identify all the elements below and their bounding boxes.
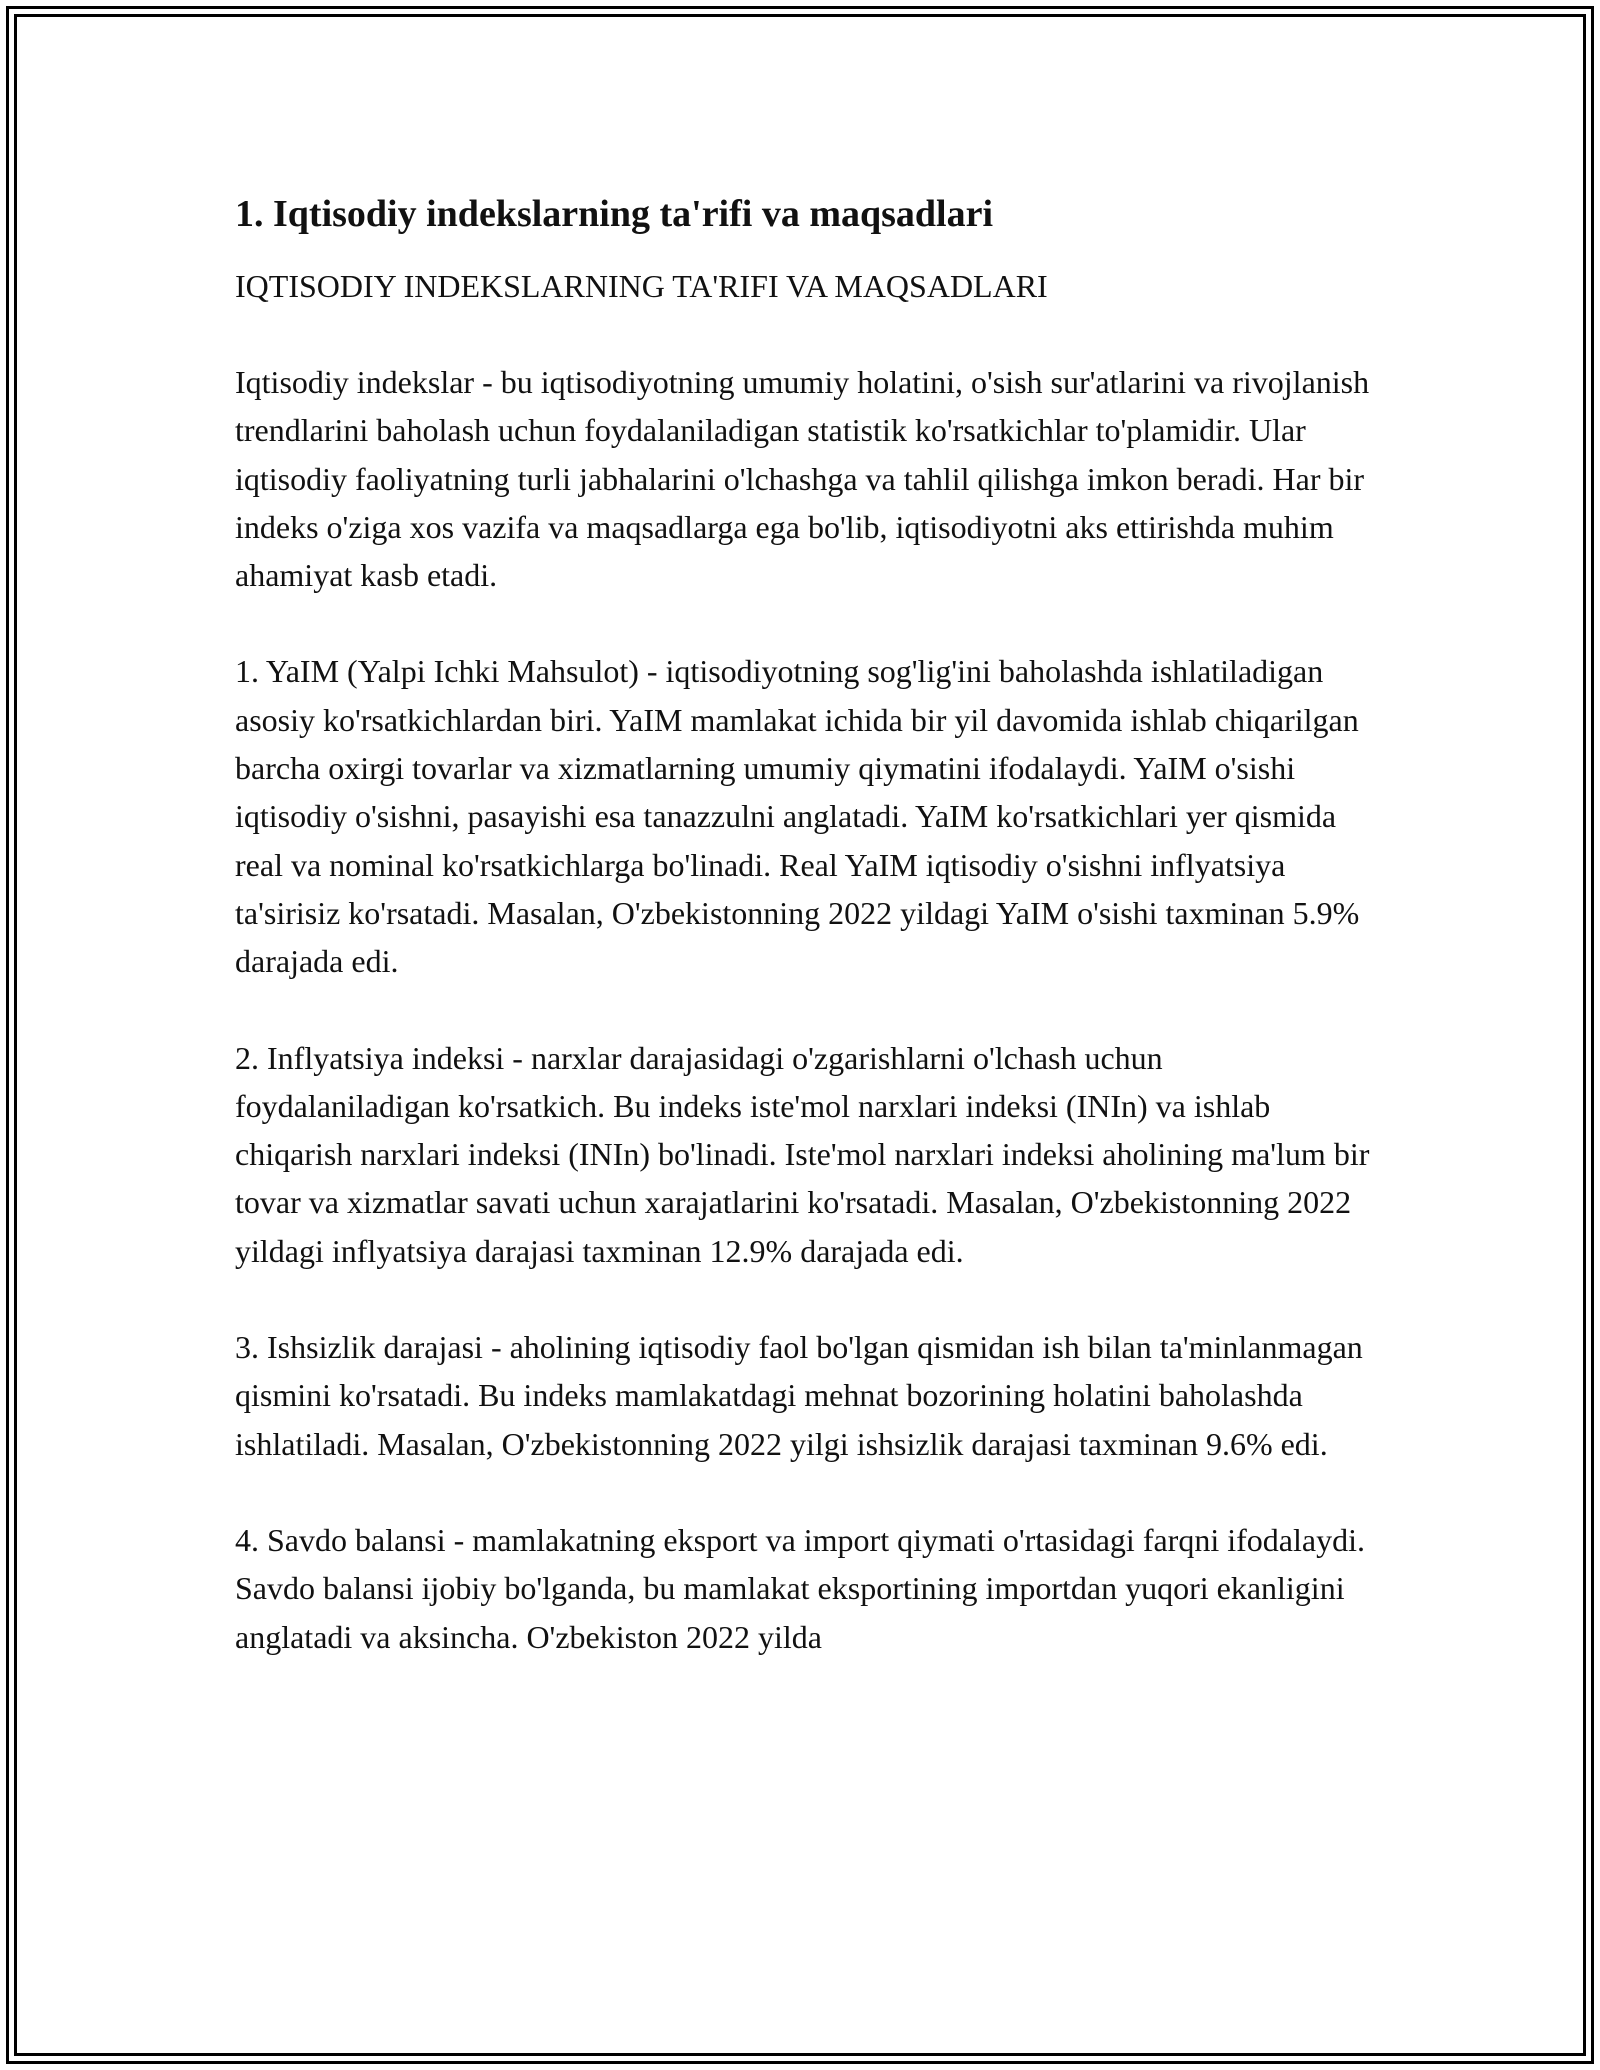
paragraph-trade-balance: 4. Savdo balansi - mamlakatning eksport va import qiymati o'rtasidagi farqni ifodalaydi. Savdo balansi ijobiy bo'lganda, bu mamlakat eksportining importdan yuqori ekanligini anglatadi va aksincha. O'zbekiston 2022 yilda — [235, 1521, 1365, 1655]
paragraph-inflation: 2. Inflyatsiya indeksi - narxlar darajasidagi o'zgarishlarni o'lchash uchun foydalaniladigan ko'rsatkich. Bu indeks iste'mol narxlari indeksi (INIn) va ishlab chiqarish narxlari indeksi (INIn) bo'linadi. Iste'mol narxlari indeksi aholining ma'lum bir tovar va xizmatlar savati uchun xarajatlarini ko'rsatadi. Masalan, O'zbekistonning 2022 yildagi inflyatsiya darajasi taxminan 12.9% darajada edi. — [235, 1039, 1370, 1269]
paragraph-gdp: 1. YaIM (Yalpi Ichki Mahsulot) - iqtisodiyotning sog'lig'ini baholashda ishlatiladigan asosiy ko'rsatkichlardan biri. YaIM mamlakat ichida bir yil davomida ishlab chiqarilgan barcha oxirgi tovarlar va xizmatlarning umumiy qiymatini ifodalaydi. YaIM o'sishi iqtisodiy o'sishni, pasayishi esa tanazzulni anglatadi. YaIM ko'rsatkichlari yer qismida real va nominal ko'rsatkichlarga bo'linadi. Real YaIM iqtisodiy o'sishni inflyatsiya ta'sirisiz ko'rsatadi. Masalan, O'zbekistonning 2022 yildagi YaIM o'sishi taxminan 5.9% darajada edi. — [235, 653, 1360, 980]
section-subheading: IQTISODIY INDEKSLARNING TA'RIFI VA MAQSADLARI — [235, 268, 1048, 304]
document-body — [235, 178, 1380, 1661]
paragraph-unemployment: 3. Ishsizlik darajasi - aholining iqtisodiy faol bo'lgan qismidan ish bilan ta'minlanmagan qismini ko'rsatadi. Bu indeks mamlakatdagi mehnat bozorining holatini baholashda ishlatiladi. Masalan, O'zbekistonning 2022 yilgi ishsizlik darajasi taxminan 9.6% edi. — [235, 1329, 1363, 1462]
paragraph-intro: Iqtisodiy indekslar - bu iqtisodiyotning umumiy holatini, o'sish sur'atlarini va rivojlanish trendlarini baholash uchun foydalaniladigan statistik ko'rsatkichlar to'plamidir. Ular iqtisodiy faoliyatning turli jabhalarini o'lchashga va tahlil qilishga imkon beradi. Har bir indeks o'ziga xos vazifa va maqsadlarga ega bo'lib, iqtisodiyotni aks ettirishda muhim ahamiyat kasb etadi. — [235, 364, 1370, 594]
section-heading: 1. Iqtisodiy indekslarning ta'rifi va maqsadlari — [235, 193, 994, 235]
